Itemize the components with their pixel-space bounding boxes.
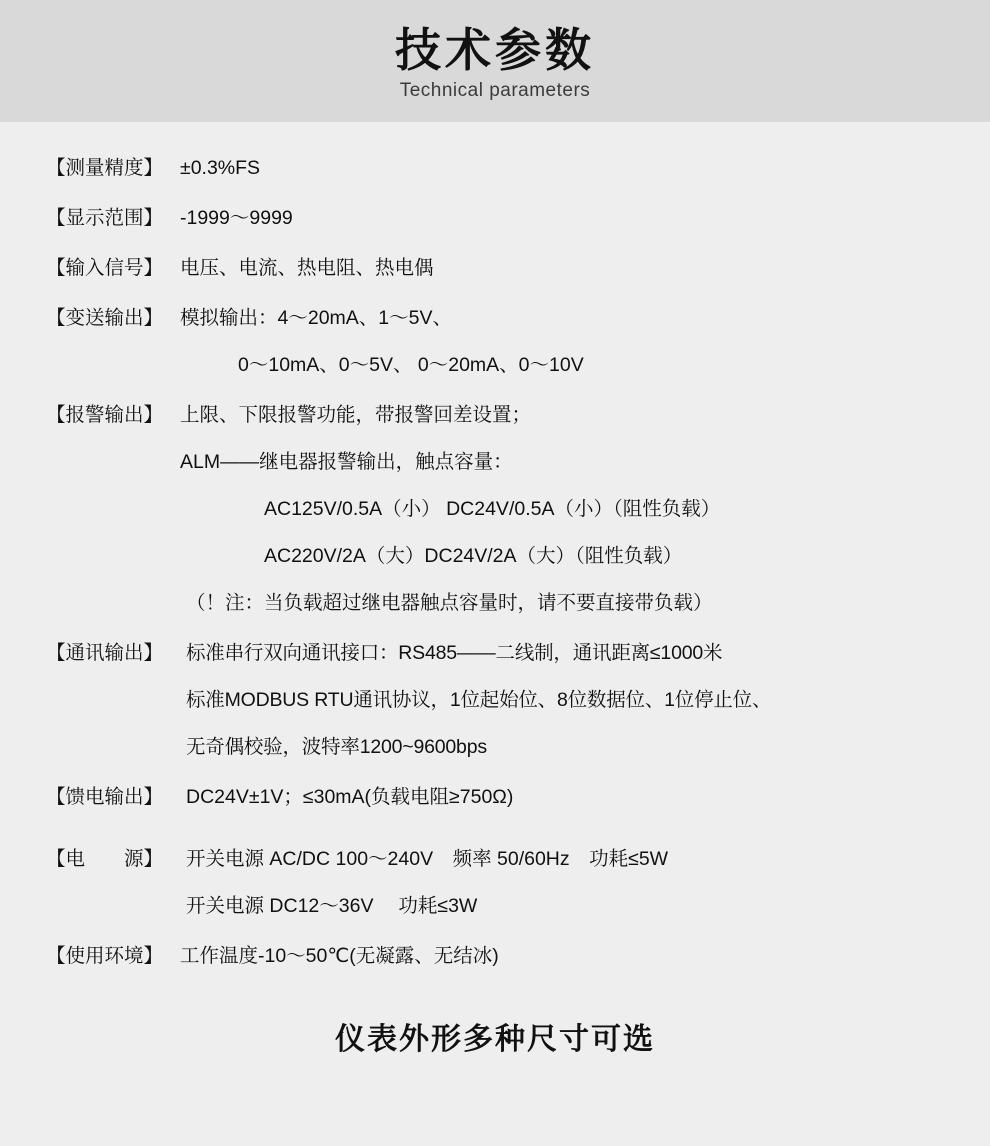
spec-line: 上限、下限报警功能，带报警回差设置； xyxy=(180,404,532,426)
spec-line: AC220V/2A（大）DC24V/2A（大）（阻性负载） xyxy=(264,545,683,567)
spec-value-alarm-output xyxy=(180,399,720,619)
spec-label-power-supply: 【电 源】 xyxy=(46,848,164,870)
spec-label-operating-environment: 【使用环境】 xyxy=(46,945,164,967)
spec-row-operating-environment xyxy=(0,940,990,972)
spec-value-display-range xyxy=(180,202,293,234)
spec-line: DC24V±1V；≤30mA(负载电阻≥750Ω) xyxy=(186,786,514,808)
spec-value-power-supply xyxy=(186,843,668,922)
spec-value-accuracy xyxy=(180,152,260,184)
spec-label-accuracy: 【测量精度】 xyxy=(46,157,164,179)
footer-title: 仪表外形多种尺寸可选 xyxy=(335,1023,655,1056)
spec-line: 工作温度-10～50℃(无凝露、无结冰) xyxy=(180,945,499,967)
spec-label-input-signal: 【输入信号】 xyxy=(46,257,164,279)
spec-value-input-signal xyxy=(180,252,434,284)
spec-row-power-supply xyxy=(0,843,990,922)
spec-line: 标准串行双向通讯接口：RS485——二线制，通讯距离≤1000米 xyxy=(186,642,723,664)
spec-line: 开关电源 AC/DC 100～240V 频率 50/60Hz 功耗≤5W xyxy=(186,848,669,870)
spec-row-communication-output xyxy=(0,637,990,763)
spec-value-transmit-output xyxy=(180,302,584,381)
page-header xyxy=(0,0,990,122)
spec-row-accuracy xyxy=(0,152,990,184)
spec-value-communication-output xyxy=(186,637,771,763)
spec-label-display-range: 【显示范围】 xyxy=(46,207,164,229)
spec-value-feed-output xyxy=(186,781,513,813)
spec-line: （！注：当负载超过继电器触点容量时，请不要直接带负载） xyxy=(186,592,713,614)
spec-line: 标准MODBUS RTU通讯协议，1位起始位、8位数据位、1位停止位、 xyxy=(186,689,772,711)
spec-line: 电压、电流、热电阻、热电偶 xyxy=(180,257,434,279)
spec-line: 模拟输出：4～20mA、1～5V、 xyxy=(180,307,452,329)
page-subtitle: Technical parameters xyxy=(399,80,591,101)
spec-row-transmit-output xyxy=(0,302,990,381)
spec-row-alarm-output xyxy=(0,399,990,619)
spec-line: -1999～9999 xyxy=(180,207,293,229)
spec-label-transmit-output: 【变送输出】 xyxy=(46,307,164,329)
spec-line: ±0.3%FS xyxy=(180,157,261,179)
spec-line: 开关电源 DC12～36V 功耗≤3W xyxy=(186,895,478,917)
page-title: 技术参数 xyxy=(395,24,595,76)
spec-row-display-range xyxy=(0,202,990,234)
spec-list xyxy=(0,122,990,972)
spec-label-alarm-output: 【报警输出】 xyxy=(46,404,164,426)
spec-value-operating-environment xyxy=(180,940,499,972)
spec-line: ALM——继电器报警输出，触点容量： xyxy=(180,451,513,473)
spec-row-feed-output xyxy=(0,781,990,813)
spec-label-communication-output: 【通讯输出】 xyxy=(46,642,164,664)
spec-label-feed-output: 【馈电输出】 xyxy=(46,786,164,808)
spec-line: AC125V/0.5A（小） DC24V/0.5A（小）（阻性负载） xyxy=(264,498,721,520)
spec-line: 0～10mA、0～5V、 0～20mA、0～10V xyxy=(238,354,584,376)
spec-line: 无奇偶校验，波特率1200~9600bps xyxy=(186,736,487,758)
spec-row-input-signal xyxy=(0,252,990,284)
page-footer xyxy=(0,1014,990,1058)
